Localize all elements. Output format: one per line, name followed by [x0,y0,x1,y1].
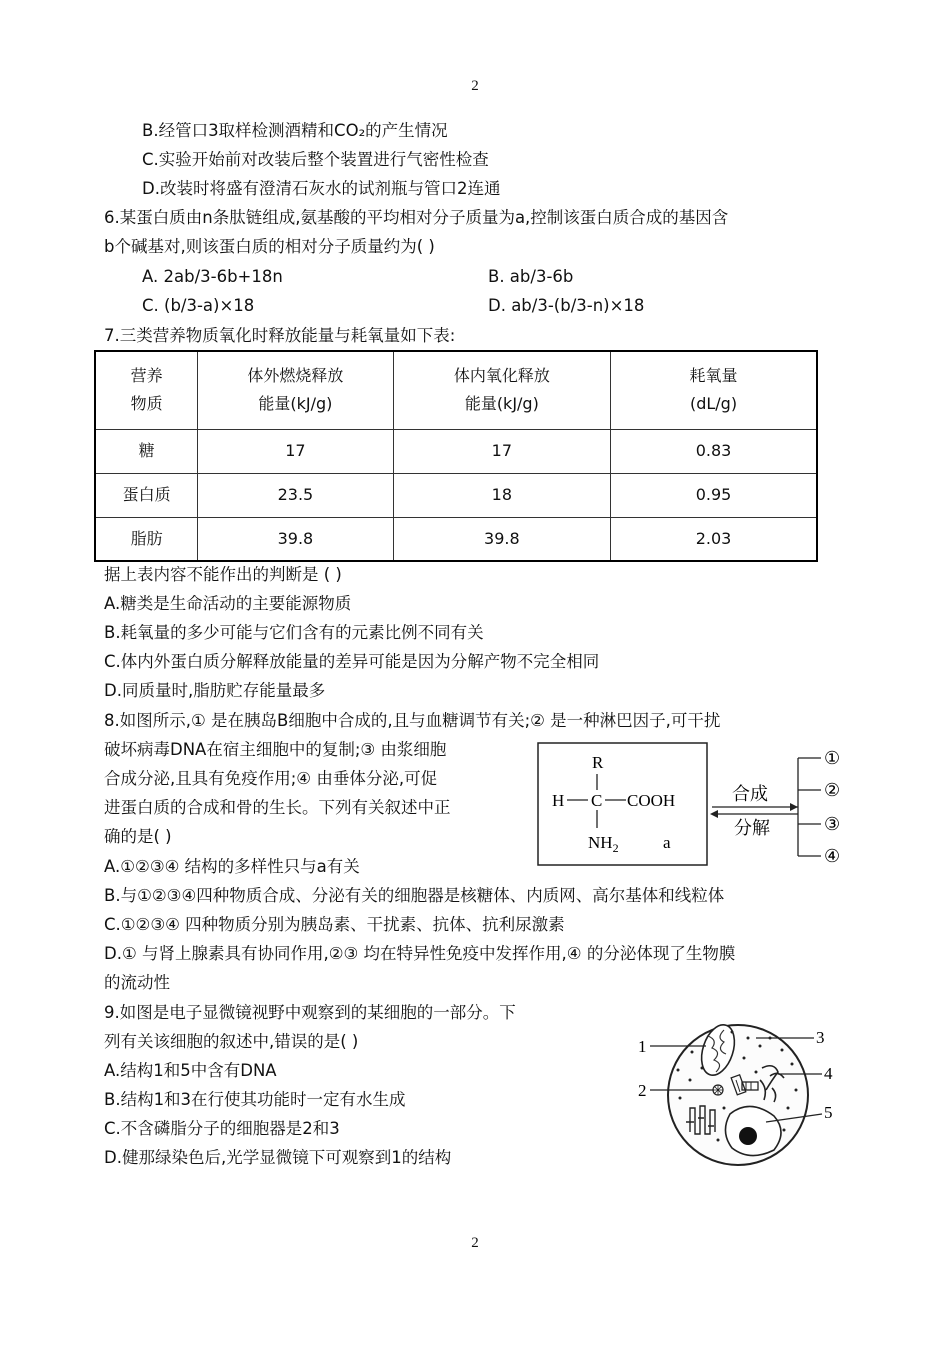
q7-option-d: D.同质量时,脂肪贮存能量最多 [104,681,326,700]
q8-option-b: B.与①②③④四种物质合成、分泌有关的细胞器是核糖体、内质网、高尔基体和线粒体 [104,886,725,905]
output-label: ② [824,780,841,800]
table-cell: 39.8 [393,517,610,561]
q7-option-a: A.糖类是生命活动的主要能源物质 [104,594,352,613]
header-cell: 体内氧化释放 能量(kJ/g) [393,351,610,429]
table-cell: 23.5 [198,473,393,517]
q8-option-a: A.①②③④ 结构的多样性只与a有关 [104,857,360,876]
h-label: H [552,791,565,810]
q8-option-d-line1: D.① 与肾上腺素具有协同作用,②③ 均在特异性免疫中发挥作用,④ 的分泌体现了生物膜 [104,944,736,963]
table-cell: 0.83 [611,429,817,473]
table-cell: 2.03 [611,517,817,561]
a-label: a [663,833,671,852]
q9-stem-line2: 列有关该细胞的叙述中,错误的是( ) [104,1032,359,1051]
arrow-head-left [710,810,718,818]
header-cell: 营养 物质 [95,351,198,429]
q8-stem-line3: 合成分泌,且具有免疫作用;④ 由垂体分泌,可促 [104,769,438,788]
label-4: 4 [824,1064,833,1083]
table-cell: 脂肪 [95,517,198,561]
q5-option-d: D.改装时将盛有澄清石灰水的试剂瓶与管口2连通 [142,179,501,198]
q7-option-b: B.耗氧量的多少可能与它们含有的元素比例不同有关 [104,623,484,642]
page-number-bottom: 2 [471,1235,479,1251]
cooh-label: COOH [627,791,676,810]
carbon-label: C [591,791,603,810]
q6-option-c: C. (b/3-a)×18 [142,296,255,315]
q9-option-a: A.结构1和5中含有DNA [104,1061,277,1080]
page-number-top: 2 [471,78,479,94]
table-cell: 糖 [95,429,198,473]
header-cell: 体外燃烧释放 能量(kJ/g) [198,351,393,429]
q6-option-d: D. ab/3-(b/3-n)×18 [488,296,645,315]
output-label: ③ [824,814,841,834]
q6-stem-line1: 6.某蛋白质由n条肽链组成,氨基酸的平均相对分子质量为a,控制该蛋白质合成的基因含 [104,208,729,227]
table-header-row [95,351,817,429]
table-cell: 0.95 [611,473,817,517]
q6-option-b: B. ab/3-6b [488,267,574,286]
q9-option-c: C.不含磷脂分子的细胞器是2和3 [104,1119,340,1138]
label-1: 1 [638,1037,647,1056]
nh2-label: $NH_2$ [588,833,619,855]
arrow-head-right [790,803,798,811]
cell-micrograph [632,1010,844,1180]
q6-stem-line2: b个碱基对,则该蛋白质的相对分子质量约为( ) [104,237,435,256]
table-row [95,429,817,473]
q6-option-a: A. 2ab/3-6b+18n [142,267,283,286]
q7-question: 据上表内容不能作出的判断是 ( ) [104,565,342,584]
table-row [95,473,817,517]
q7-stem: 7.三类营养物质氧化时释放能量与耗氧量如下表: [104,326,456,345]
q5-option-b: B.经管口3取样检测酒精和CO₂的产生情况 [142,121,448,140]
table-cell: 18 [393,473,610,517]
q8-stem-line2: 破坏病毒DNA在宿主细胞中的复制;③ 由浆细胞 [104,740,447,759]
label-2: 2 [638,1081,647,1100]
nutrient-energy-table [94,350,818,562]
q9-option-d: D.健那绿染色后,光学显微镜下可观察到1的结构 [104,1148,452,1167]
q5-option-c: C.实验开始前对改装后整个装置进行气密性检查 [142,150,489,169]
table-cell: 39.8 [198,517,393,561]
q8-option-d-line2: 的流动性 [104,973,170,992]
output-label: ④ [824,846,841,866]
label-5: 5 [824,1103,833,1122]
q8-stem-line4: 进蛋白质的合成和骨的生长。下列有关叙述中正 [104,798,451,817]
q8-option-c: C.①②③④ 四种物质分别为胰岛素、干扰素、抗体、抗利尿激素 [104,915,565,934]
q8-stem-line5: 确的是( ) [104,827,172,846]
table-cell: 蛋白质 [95,473,198,517]
r-group-label: R [592,753,604,772]
q7-option-c: C.体内外蛋白质分解释放能量的差异可能是因为分解产物不完全相同 [104,652,600,671]
decomposition-label: 分解 [734,818,770,838]
table-cell: 17 [393,429,610,473]
table-row [95,517,817,561]
header-cell: 耗氧量 (dL/g) [611,351,817,429]
synthesis-label: 合成 [732,784,768,804]
amino-acid-figure [536,740,856,870]
q9-option-b: B.结构1和3在行使其功能时一定有水生成 [104,1090,406,1109]
label-3: 3 [816,1028,825,1047]
q8-stem-line1: 8.如图所示,① 是在胰岛B细胞中合成的,且与血糖调节有关;② 是一种淋巴因子,可干扰 [104,711,721,730]
endoplasmic-reticulum-drawing [686,1106,715,1134]
q9-stem-line1: 9.如图是电子显微镜视野中观察到的某细胞的一部分。下 [104,1003,516,1022]
output-label: ① [824,748,841,768]
table-cell: 17 [198,429,393,473]
